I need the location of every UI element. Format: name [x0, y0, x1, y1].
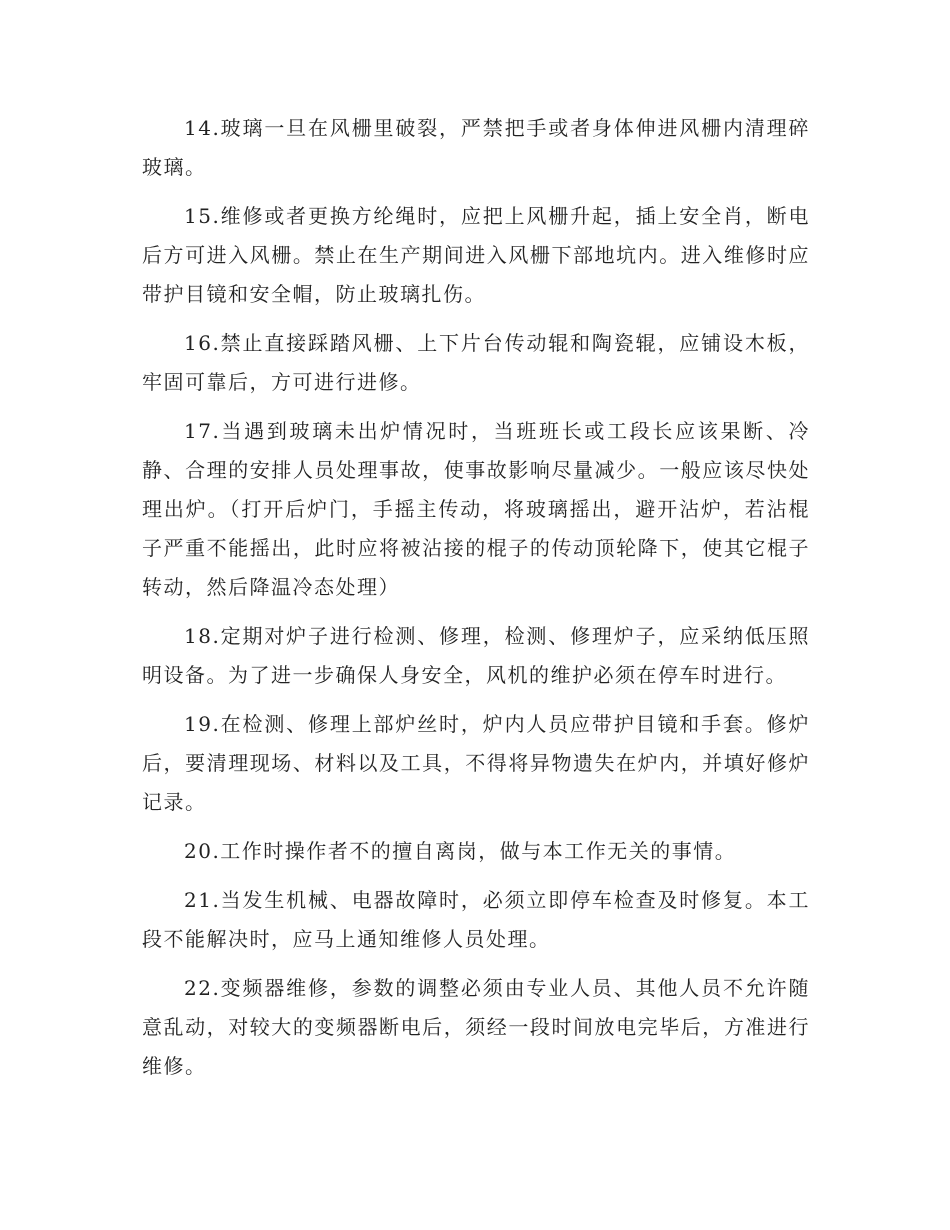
paragraph-21: 21.当发生机械、电器故障时，必须立即停车检查及时修复。本工段不能解决时，应马上通知维修人员处理。 [142, 888, 810, 951]
paragraph-22: 22.变频器维修，参数的调整必须由专业人员、其他人员不允许随意乱动，对较大的变频器断电后，须经一段时间放电完毕后，方准进行维修。 [142, 976, 810, 1078]
paragraph-15: 15.维修或者更换方纶绳时，应把上风栅升起，插上安全肖，断电后方可进入风栅。禁止在生产期间进入风栅下部地坑内。进入维修时应带护目镜和安全帽，防止玻璃扎伤。 [142, 204, 810, 306]
paragraph-20: 20.工作时操作者不的擅自离岗，做与本工作无关的事情。 [184, 839, 737, 863]
paragraph-18: 18.定期对炉子进行检测、修理，检测、修理炉子，应采纳低压照明设备。为了进一步确保人身安全，风机的维护必须在停车时进行。 [142, 624, 810, 687]
paragraph-14: 14.玻璃一旦在风栅里破裂，严禁把手或者身体伸进风栅内清理碎玻璃。 [142, 116, 810, 179]
paragraph-19: 19.在检测、修理上部炉丝时，炉内人员应带护目镜和手套。修炉后，要清理现场、材料以及工具，不得将异物遗失在炉内，并填好修炉记录。 [142, 712, 810, 814]
document-body [142, 109, 810, 1096]
paragraph-17: 17.当遇到玻璃未出炉情况时，当班班长或工段长应该果断、冷静、合理的安排人员处理事故，使事故影响尽量减少。一般应该尽快处理出炉。（打开后炉门，手摇主传动，将玻璃摇出，避开沾炉，若沾棍子严重不能摇出，此时应将被沾接的棍子的传动顶轮降下，使其它棍子转动，然后降温冷态处理） [142, 419, 810, 599]
paragraph-16: 16.禁止直接踩踏风栅、上下片台传动辊和陶瓷辊，应铺设木板，牢固可靠后，方可进行进修。 [142, 331, 810, 394]
